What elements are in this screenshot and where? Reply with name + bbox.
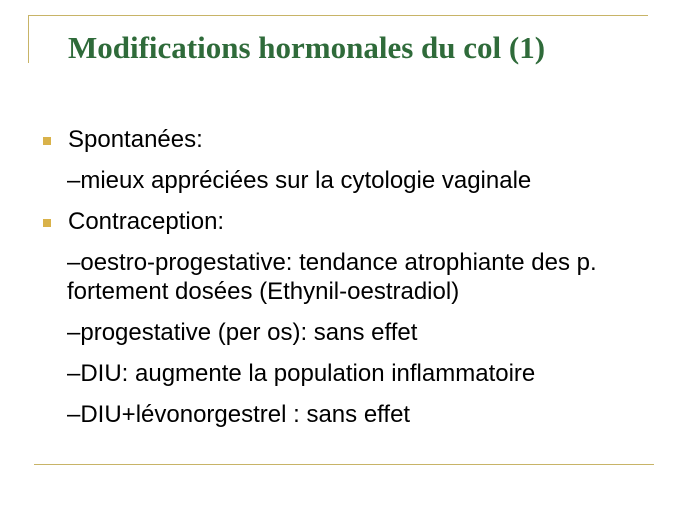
- bullet-label: Contraception:: [68, 208, 225, 235]
- bullet-spontanees: [40, 125, 660, 154]
- sub-item-oestro-progestative: –oestro-progestative: tendance atrophiante des p. fortement dosées (Ethynil-oestradiol): [67, 249, 597, 305]
- bottom-rule: [34, 464, 654, 465]
- sub-item-progestative: –progestative (per os): sans effet: [67, 319, 418, 346]
- bullet-label: Spontanées:: [68, 126, 203, 153]
- left-rule: [28, 15, 29, 63]
- square-bullet-icon: [43, 137, 51, 145]
- sub-item-diu-levonorgestrel: –DIU+lévonorgestrel : sans effet: [67, 401, 411, 428]
- bullet-contraception: [40, 207, 660, 236]
- slide-content: [40, 125, 660, 441]
- sub-item-cytologie: –mieux appréciées sur la cytologie vaginale: [67, 167, 532, 194]
- top-rule: [28, 15, 648, 16]
- slide-title: Modifications hormonales du col (1): [68, 30, 546, 65]
- square-bullet-icon: [43, 219, 51, 227]
- sub-item-diu: –DIU: augmente la population inflammatoire: [67, 360, 536, 387]
